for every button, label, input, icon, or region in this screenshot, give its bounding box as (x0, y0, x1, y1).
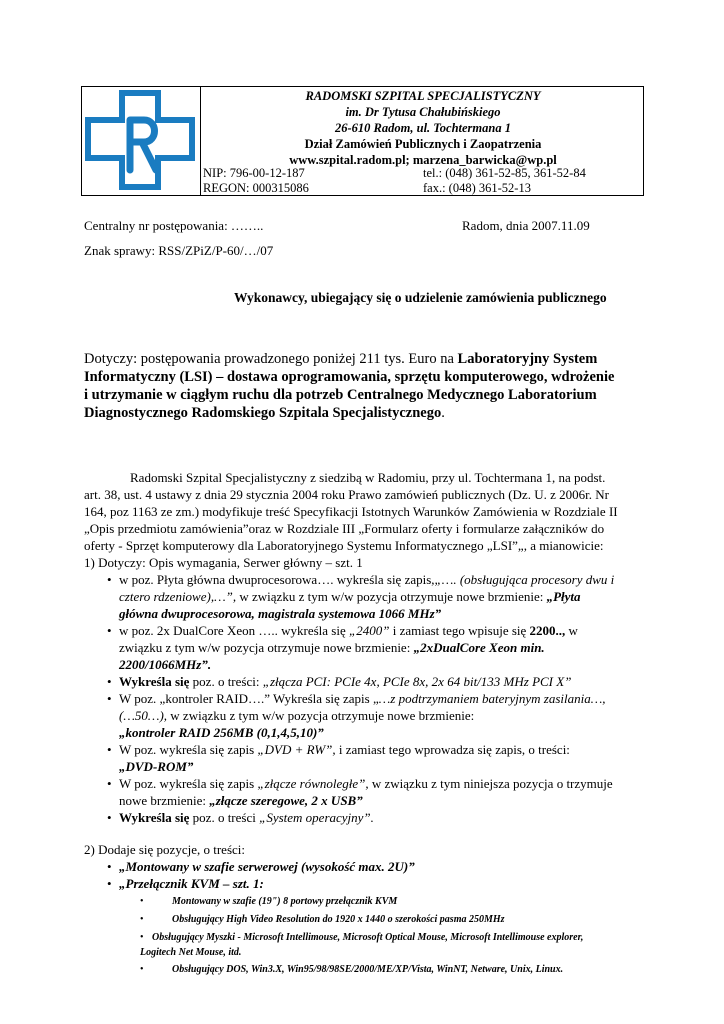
s1-item-2-line-2: związku z tym w/w pozycja otrzymuje nowe brzmienie: „2xDualCore Xeon min. (119, 640, 545, 655)
bullet-dot-icon: • (107, 674, 112, 689)
hospital-address: 26-610 Radom, ul. Tochtermana 1 (335, 121, 511, 135)
hospital-cross-r-logo (84, 90, 196, 190)
section-2-title: 2) Dodaje się pozycje, o treści: (84, 842, 245, 857)
s1-item-6-line-1: W poz. wykreśla się zapis „złącze równoległe”, w związku z tym niniejsza pozycja o trzymuje (119, 776, 613, 791)
s2-item-1: „Montowany w szafie serwerowej (wysokość max. 2U)” (119, 859, 415, 874)
intro-line-1: Radomski Szpital Specjalistyczny z siedzibą w Radomiu, przy ul. Tochtermana 1, na podst. (130, 470, 606, 485)
central-number: Centralny nr postępowania: …….. (84, 218, 264, 233)
s1-item-5-line-1: W poz. wykreśla się zapis „DVD + RW”, i zamiast tego wprowadza się zapis, o treści: (119, 742, 570, 757)
web-email: www.szpital.radom.pl; marzena_barwicka@wp.pl (289, 153, 557, 167)
nip: NIP: 796-00-12-187 (203, 166, 305, 180)
bullet-dot-icon: • (107, 623, 112, 638)
intro-line-5: oferty - Sprzęt komputerowy dla Laboratoryjnego Systemu Informatycznego „LSI”„, a mianowicie: (84, 538, 604, 553)
bullet-dot-icon: • (107, 776, 112, 791)
kvm-sub-3-line-1: Obsługujący Myszki - Microsoft Intellimouse, Microsoft Optical Mouse, Microsoft Intellimouse explorer, (152, 932, 584, 943)
kvm-sub-4: Obsługujący DOS, Win3.X, Win95/98/98SE/2000/ME/XP/Vista, WinNT, Netware, Unix, Linux. (172, 964, 564, 975)
intro-line-4: „Opis przedmiotu zamówienia”oraz w Rozdziale III „Formularz oferty i formularze załączników do (84, 521, 605, 536)
s1-item-4-line-3: „kontroler RAID 256MB (0,1,4,5,10)” (119, 725, 324, 740)
subject-line-1: Dotyczy: postępowania prowadzonego poniżej 211 tys. Euro na Laboratoryjny System (84, 351, 598, 367)
s1-item-6-line-2: nowe brzmienie: „złącze szeregowe, 2 x USB” (119, 793, 363, 808)
s1-item-7: Wykreśla się poz. o treści „System operacyjny”. (119, 810, 374, 825)
bullet-dot-icon: • (140, 964, 144, 975)
bullet-dot-icon: • (107, 742, 112, 757)
fax: fax.: (048) 361-52-13 (423, 181, 531, 195)
subject-line-4: Diagnostycznego Radomskiego Szpitala Specjalistycznego. (84, 405, 445, 421)
bullet-dot-icon: • (107, 810, 112, 825)
hospital-patron: im. Dr Tytusa Chałubińskiego (345, 105, 501, 119)
bullet-dot-icon: • (140, 932, 144, 943)
department: Dział Zamówień Publicznych i Zaopatrzenia (304, 137, 542, 151)
intro-line-2: art. 38, ust. 4 ustawy z dnia 29 stycznia 2004 roku Prawo zamówień publicznych (Dz. U. z 2006r. Nr (84, 487, 609, 502)
bullet-dot-icon: • (140, 896, 144, 907)
s1-item-2-line-3: 2200/1066MHz”. (119, 657, 212, 672)
header-divider (200, 86, 201, 196)
bullet-dot-icon: • (107, 691, 112, 706)
s1-item-1-line-1: w poz. Płyta główna dwuprocesorowa…. wykreśla się zapis,„…. (obsługująca procesory dwu i (119, 572, 615, 587)
kvm-sub-1: Montowany w szafie (19") 8 portowy przełącznik KVM (172, 896, 398, 907)
s1-item-1-line-2: cztero rdzeniowe),…”, w związku z tym w/w pozycja otrzymuje nowe brzmienie: „Płyta (119, 589, 581, 604)
section-1-title: 1) Dotyczy: Opis wymagania, Serwer główny – szt. 1 (84, 555, 363, 570)
s2-item-2: „Przełącznik KVM – szt. 1: (119, 876, 264, 891)
letter-date: Radom, dnia 2007.11.09 (462, 218, 590, 233)
subject-line-2: Informatyczny (LSI) – dostawa oprogramowania, sprzętu komputerowego, wdrożenie (84, 369, 615, 385)
regon: REGON: 000315086 (203, 181, 309, 195)
hospital-name: RADOMSKI SZPITAL SPECJALISTYCZNY (305, 89, 541, 103)
bullet-dot-icon: • (107, 876, 112, 891)
subject-line-3: i utrzymanie w ciągłym ruchu dla potrzeb Centralnego Medycznego Laboratorium (84, 387, 597, 403)
intro-line-3: 164, poz 1163 ze zm.) modyfikuje treść Specyfikacji Istotnych Warunków Zamówienia w Rozdziale II (84, 504, 618, 519)
case-number: Znak sprawy: RSS/ZPiZ/P-60/…/07 (84, 243, 274, 258)
addressee: Wykonawcy, ubiegający się o udzielenie zamówienia publicznego (234, 290, 607, 305)
kvm-sub-3-line-2: Logitech Net Mouse, itd. (140, 947, 242, 958)
bullet-dot-icon: • (107, 572, 112, 587)
bullet-dot-icon: • (140, 914, 144, 925)
s1-item-4-line-2: (…50…), w związku z tym w/w pozycja otrzymuje nowe brzmienie: (119, 708, 475, 723)
s1-item-3: Wykreśla się poz. o treści: „złącza PCI: PCIe 4x, PCIe 8x, 2x 64 bit/133 MHz PCI X” (119, 674, 572, 689)
s1-item-4-line-1: W poz. „kontroler RAID….” Wykreśla się zapis „…z podtrzymaniem bateryjnym zasilania…, (119, 691, 606, 706)
s1-item-2-line-1: w poz. 2x DualCore Xeon ….. wykreśla się „2400” i zamiast tego wpisuje się 2200.., w (119, 623, 578, 638)
kvm-sub-2: Obsługujący High Video Resolution do 1920 x 1440 o szerokości pasma 250MHz (172, 914, 505, 925)
s1-item-5-line-2: „DVD-ROM” (119, 759, 194, 774)
bullet-dot-icon: • (107, 859, 112, 874)
s1-item-1-line-3: główna dwuprocesorowa, magistrala systemowa 1066 MHz” (119, 606, 442, 621)
tel: tel.: (048) 361-52-85, 361-52-84 (423, 166, 586, 180)
